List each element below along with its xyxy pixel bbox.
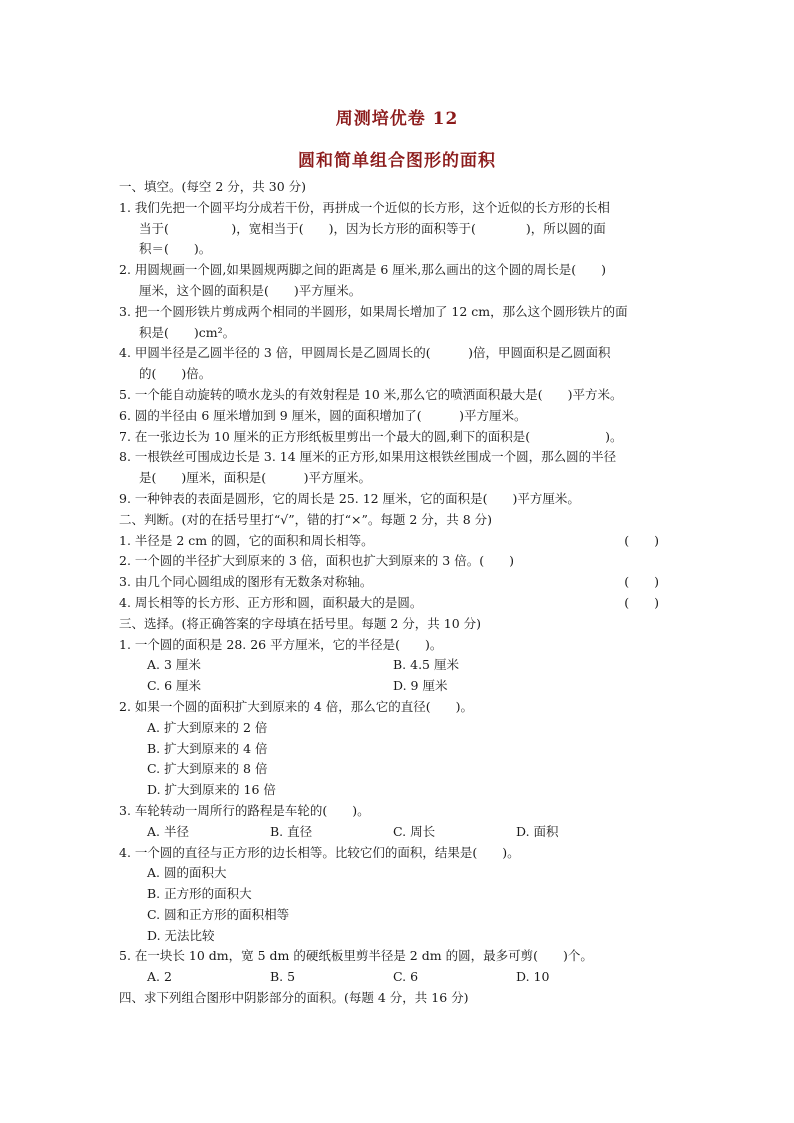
option-b[interactable]: B. 4.5 厘米	[393, 657, 459, 673]
section-heading-choice: 三、选择。(将正确答案的字母填在括号里。每题 2 分，共 10 分)	[119, 615, 482, 631]
question-line: 9. 一种钟表的表面是圆形，它的周长是 25. 12 厘米，它的面积是( )平方厘米。	[119, 490, 580, 506]
question-line: 积是( )cm²。	[139, 324, 236, 340]
answer-paren[interactable]: ( )	[624, 532, 659, 548]
judge-item	[119, 551, 689, 572]
option-b[interactable]: B. 正方形的面积大	[147, 886, 252, 902]
question-line: 积＝( )。	[139, 241, 212, 257]
choice-options	[119, 676, 689, 697]
judge-text: 1. 半径是 2 cm 的圆，它的面积和周长相等。	[119, 532, 374, 548]
option-d[interactable]: D. 扩大到原来的 16 倍	[147, 782, 276, 798]
question-line: 1. 我们先把一个圆平均分成若干份，再拼成一个近似的长方形，这个近似的长方形的长相	[119, 199, 610, 215]
option-c[interactable]: C. 6 厘米	[147, 678, 201, 694]
question-line: 2. 用圆规画一个圆,如果圆规两脚之间的距离是 6 厘米,那么画出的这个圆的周长是( )	[119, 262, 607, 278]
option-a[interactable]: A. 半径	[147, 823, 189, 839]
judge-text: 4. 周长相等的长方形、正方形和圆，面积最大的是圆。	[119, 594, 423, 610]
question-line: 6. 圆的半径由 6 厘米增加到 9 厘米，圆的面积增加了( )平方厘米。	[119, 407, 527, 423]
choice-options	[119, 967, 689, 988]
option-a[interactable]: A. 2	[147, 969, 172, 985]
choice-options	[119, 655, 689, 676]
exam-content	[119, 177, 689, 1009]
question-line: 3. 把一个圆形铁片剪成两个相同的半圆形，如果周长增加了 12 cm，那么这个圆形铁片的面	[119, 303, 628, 319]
section-heading-fill-blank: 一、填空。(每空 2 分，共 30 分)	[119, 179, 307, 194]
question-line: 的( )倍。	[139, 366, 212, 382]
judge-text: 2. 一个圆的半径扩大到原来的 3 倍，面积也扩大到原来的 3 倍。( )	[119, 553, 514, 569]
option-d[interactable]: D. 面积	[516, 823, 559, 839]
judge-item	[119, 572, 689, 593]
answer-paren[interactable]: ( )	[624, 594, 659, 610]
option-c[interactable]: C. 6	[393, 969, 419, 985]
choice-stem: 4. 一个圆的直径与正方形的边长相等。比较它们的面积，结果是( )。	[119, 844, 520, 860]
choice-options	[119, 822, 689, 843]
choice-stem: 5. 在一块长 10 dm，宽 5 dm 的硬纸板里剪半径是 2 dm 的圆，最多可剪( )个。	[119, 948, 593, 964]
option-d[interactable]: D. 无法比较	[147, 927, 215, 943]
section-heading-shaded-area: 四、求下列组合图形中阴影部分的面积。(每题 4 分，共 16 分)	[119, 990, 469, 1006]
option-d[interactable]: D. 10	[516, 969, 550, 985]
option-a[interactable]: A. 3 厘米	[147, 657, 201, 673]
judge-item	[119, 531, 689, 552]
option-a[interactable]: A. 圆的面积大	[147, 865, 227, 881]
option-b[interactable]: B. 5	[270, 969, 296, 985]
question-line: 8. 一根铁丝可围成边长是 3. 14 厘米的正方形,如果用这根铁丝围成一个圆，那么圆的半径	[119, 449, 617, 465]
option-d[interactable]: D. 9 厘米	[393, 678, 448, 694]
option-c[interactable]: C. 扩大到原来的 8 倍	[147, 761, 268, 777]
page-subtitle: 圆和简单组合图形的面积	[298, 151, 496, 171]
option-b[interactable]: B. 扩大到原来的 4 倍	[147, 740, 268, 756]
section-heading-judge: 二、判断。(对的在括号里打“√”，错的打“×”。每题 2 分，共 8 分)	[119, 511, 493, 527]
question-line: 是( )厘米，面积是( )平方厘米。	[139, 470, 372, 486]
question-line: 厘米，这个圆的面积是( )平方厘米。	[139, 282, 362, 298]
choice-stem: 1. 一个圆的面积是 28. 26 平方厘米，它的半径是( )。	[119, 636, 443, 652]
option-b[interactable]: B. 直径	[270, 823, 313, 839]
answer-paren[interactable]: ( )	[624, 574, 659, 590]
choice-stem: 2. 如果一个圆的面积扩大到原来的 4 倍，那么它的直径( )。	[119, 698, 474, 714]
page-title: 周测培优卷 12	[335, 109, 459, 129]
option-c[interactable]: C. 圆和正方形的面积相等	[147, 906, 290, 922]
question-line: 7. 在一张边长为 10 厘米的正方形纸板里剪出一个最大的圆,剩下的面积是( )。	[119, 428, 623, 444]
question-line: 5. 一个能自动旋转的喷水龙头的有效射程是 10 米,那么它的喷洒面积最大是( )平方米。	[119, 386, 623, 402]
option-a[interactable]: A. 扩大到原来的 2 倍	[147, 719, 268, 735]
option-c[interactable]: C. 周长	[393, 823, 436, 839]
choice-stem: 3. 车轮转动一周所行的路程是车轮的( )。	[119, 802, 370, 818]
question-line: 当于( )，宽相当于( )，因为长方形的面积等于( )，所以圆的面	[139, 220, 606, 236]
judge-item	[119, 593, 689, 614]
question-line: 4. 甲圆半径是乙圆半径的 3 倍，甲圆周长是乙圆周长的( )倍，甲圆面积是乙圆面积	[119, 345, 611, 361]
judge-text: 3. 由几个同心圆组成的图形有无数条对称轴。	[119, 574, 373, 590]
